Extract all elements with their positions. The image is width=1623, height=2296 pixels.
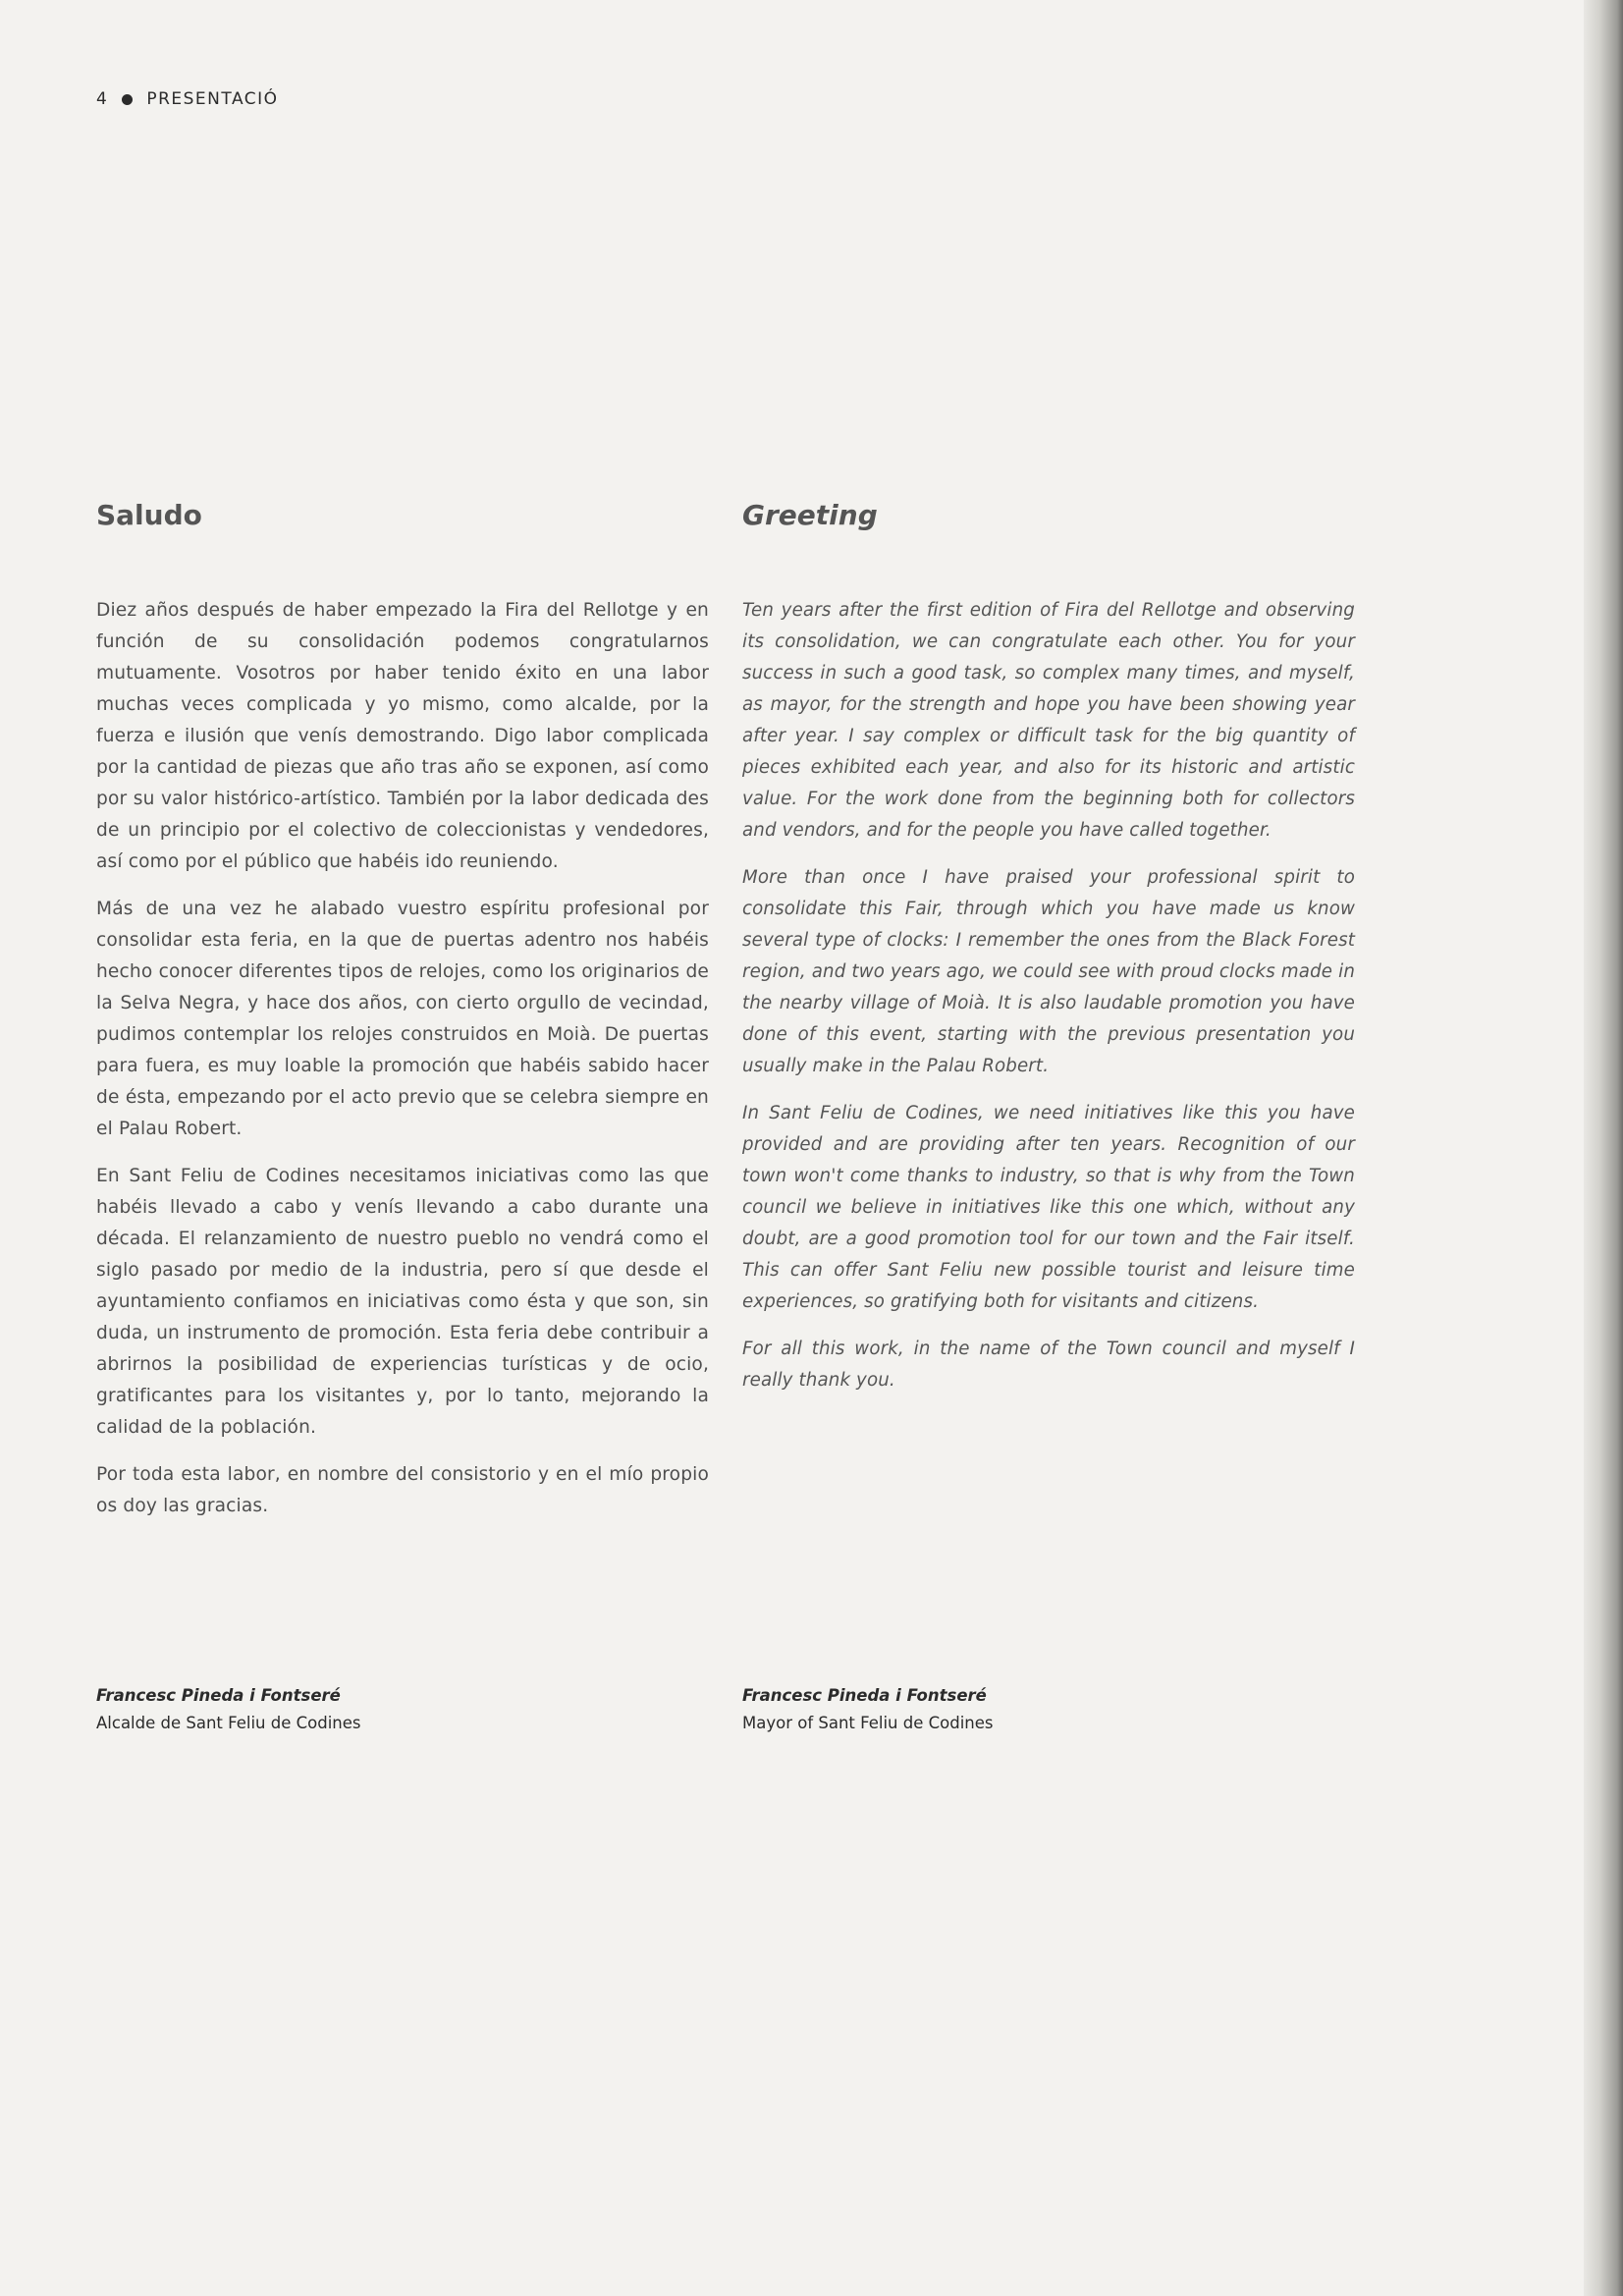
english-heading: Greeting xyxy=(742,499,878,531)
english-body xyxy=(742,595,1355,1412)
english-paragraph-4: For all this work, in the name of the Town council and myself I really thank you. xyxy=(742,1339,1355,1391)
section-title: PRESENTACIÓ xyxy=(146,89,279,109)
spanish-signature-title: Alcalde de Sant Feliu de Codines xyxy=(96,1714,361,1732)
english-signature xyxy=(742,1682,994,1737)
spanish-body xyxy=(96,595,709,1538)
bullet-icon xyxy=(122,94,133,105)
english-paragraph-2: More than once I have praised your professional spirit to consolidate this Fair, through which you have made us know several type of clocks: I remember the ones from the Black Forest region, and two years ago, we could see with proud clocks made in the nearby village of Moià. It is also laudable promotion you have done of this event, starting with the previous presentation you usually make in the Palau Robert. xyxy=(742,867,1355,1076)
spanish-signature xyxy=(96,1682,361,1737)
spanish-paragraph-3: En Sant Feliu de Codines necesitamos iniciativas como las que habéis llevado a cabo y venís llevando a cabo durante una década. El relanzamiento de nuestro pueblo no vendrá como el siglo pasado por medio de la industria, pero sí que desde el ayuntamiento confiamos en iniciativas como ésta y que son, sin duda, un instrumento de promoción. Esta feria debe contribuir a abrirnos la posibilidad de experiencias turísticas y de ocio, gratificantes para los visitantes y, por lo tanto, mejorando la calidad de la población. xyxy=(96,1166,709,1438)
spanish-signature-name: Francesc Pineda i Fontseré xyxy=(96,1686,341,1705)
english-paragraph-3: In Sant Feliu de Codines, we need initiatives like this you have provided and are providing after ten years. Recognition of our town won't come thanks to industry, so that is why from the Town council we believe in initiatives like this one which, without any doubt, are a good promotion tool for our town and the Fair itself. This can offer Sant Feliu new possible tourist and leisure time experiences, so gratifying both for visitants and citizens. xyxy=(742,1103,1355,1312)
english-paragraph-1: Ten years after the first edition of Fira del Rellotge and observing its consolidation, we can congratulate each other. You for your success in such a good task, so complex many times, and myself, as mayor, for the strength and hope you have been showing year after year. I say complex or difficult task for the big quantity of pieces exhibited each year, and also for its historic and artistic value. For the work done from the beginning both for collectors and vendors, and for the people you have called together. xyxy=(742,600,1355,841)
spanish-paragraph-1: Diez años después de haber empezado la Fira del Rellotge y en función de su consolidación podemos congratularnos mutuamente. Vosotros por haber tenido éxito en una labor muchas veces complicada y yo mismo, como alcalde, por la fuerza e ilusión que venís demostrando. Digo labor complicada por la cantidad de piezas que año tras año se exponen, así como por su valor histórico-artístico. También por la labor dedicada des de un principio por el colectivo de coleccionistas y vendedores, así como por el público que habéis ido reuniendo. xyxy=(96,600,709,872)
page-number: 4 xyxy=(96,89,109,109)
spanish-paragraph-4: Por toda esta labor, en nombre del consistorio y en el mío propio os doy las gracias. xyxy=(96,1464,709,1516)
spanish-paragraph-2: Más de una vez he alabado vuestro espíritu profesional por consolidar esta feria, en la que de puertas adentro nos habéis hecho conocer diferentes tipos de relojes, como los originarios de la Selva Negra, y hace dos años, con cierto orgullo de vecindad, pudimos contemplar los relojes construidos en Moià. De puertas para fuera, es muy loable la promoción que habéis sabido hacer de ésta, empezando por el acto previo que se celebra siempre en el Palau Robert. xyxy=(96,899,709,1139)
running-header xyxy=(96,89,279,109)
english-signature-name: Francesc Pineda i Fontseré xyxy=(742,1686,987,1705)
english-signature-title: Mayor of Sant Feliu de Codines xyxy=(742,1714,994,1732)
spanish-heading: Saludo xyxy=(96,499,202,531)
page-binding-edge xyxy=(1584,0,1623,2296)
